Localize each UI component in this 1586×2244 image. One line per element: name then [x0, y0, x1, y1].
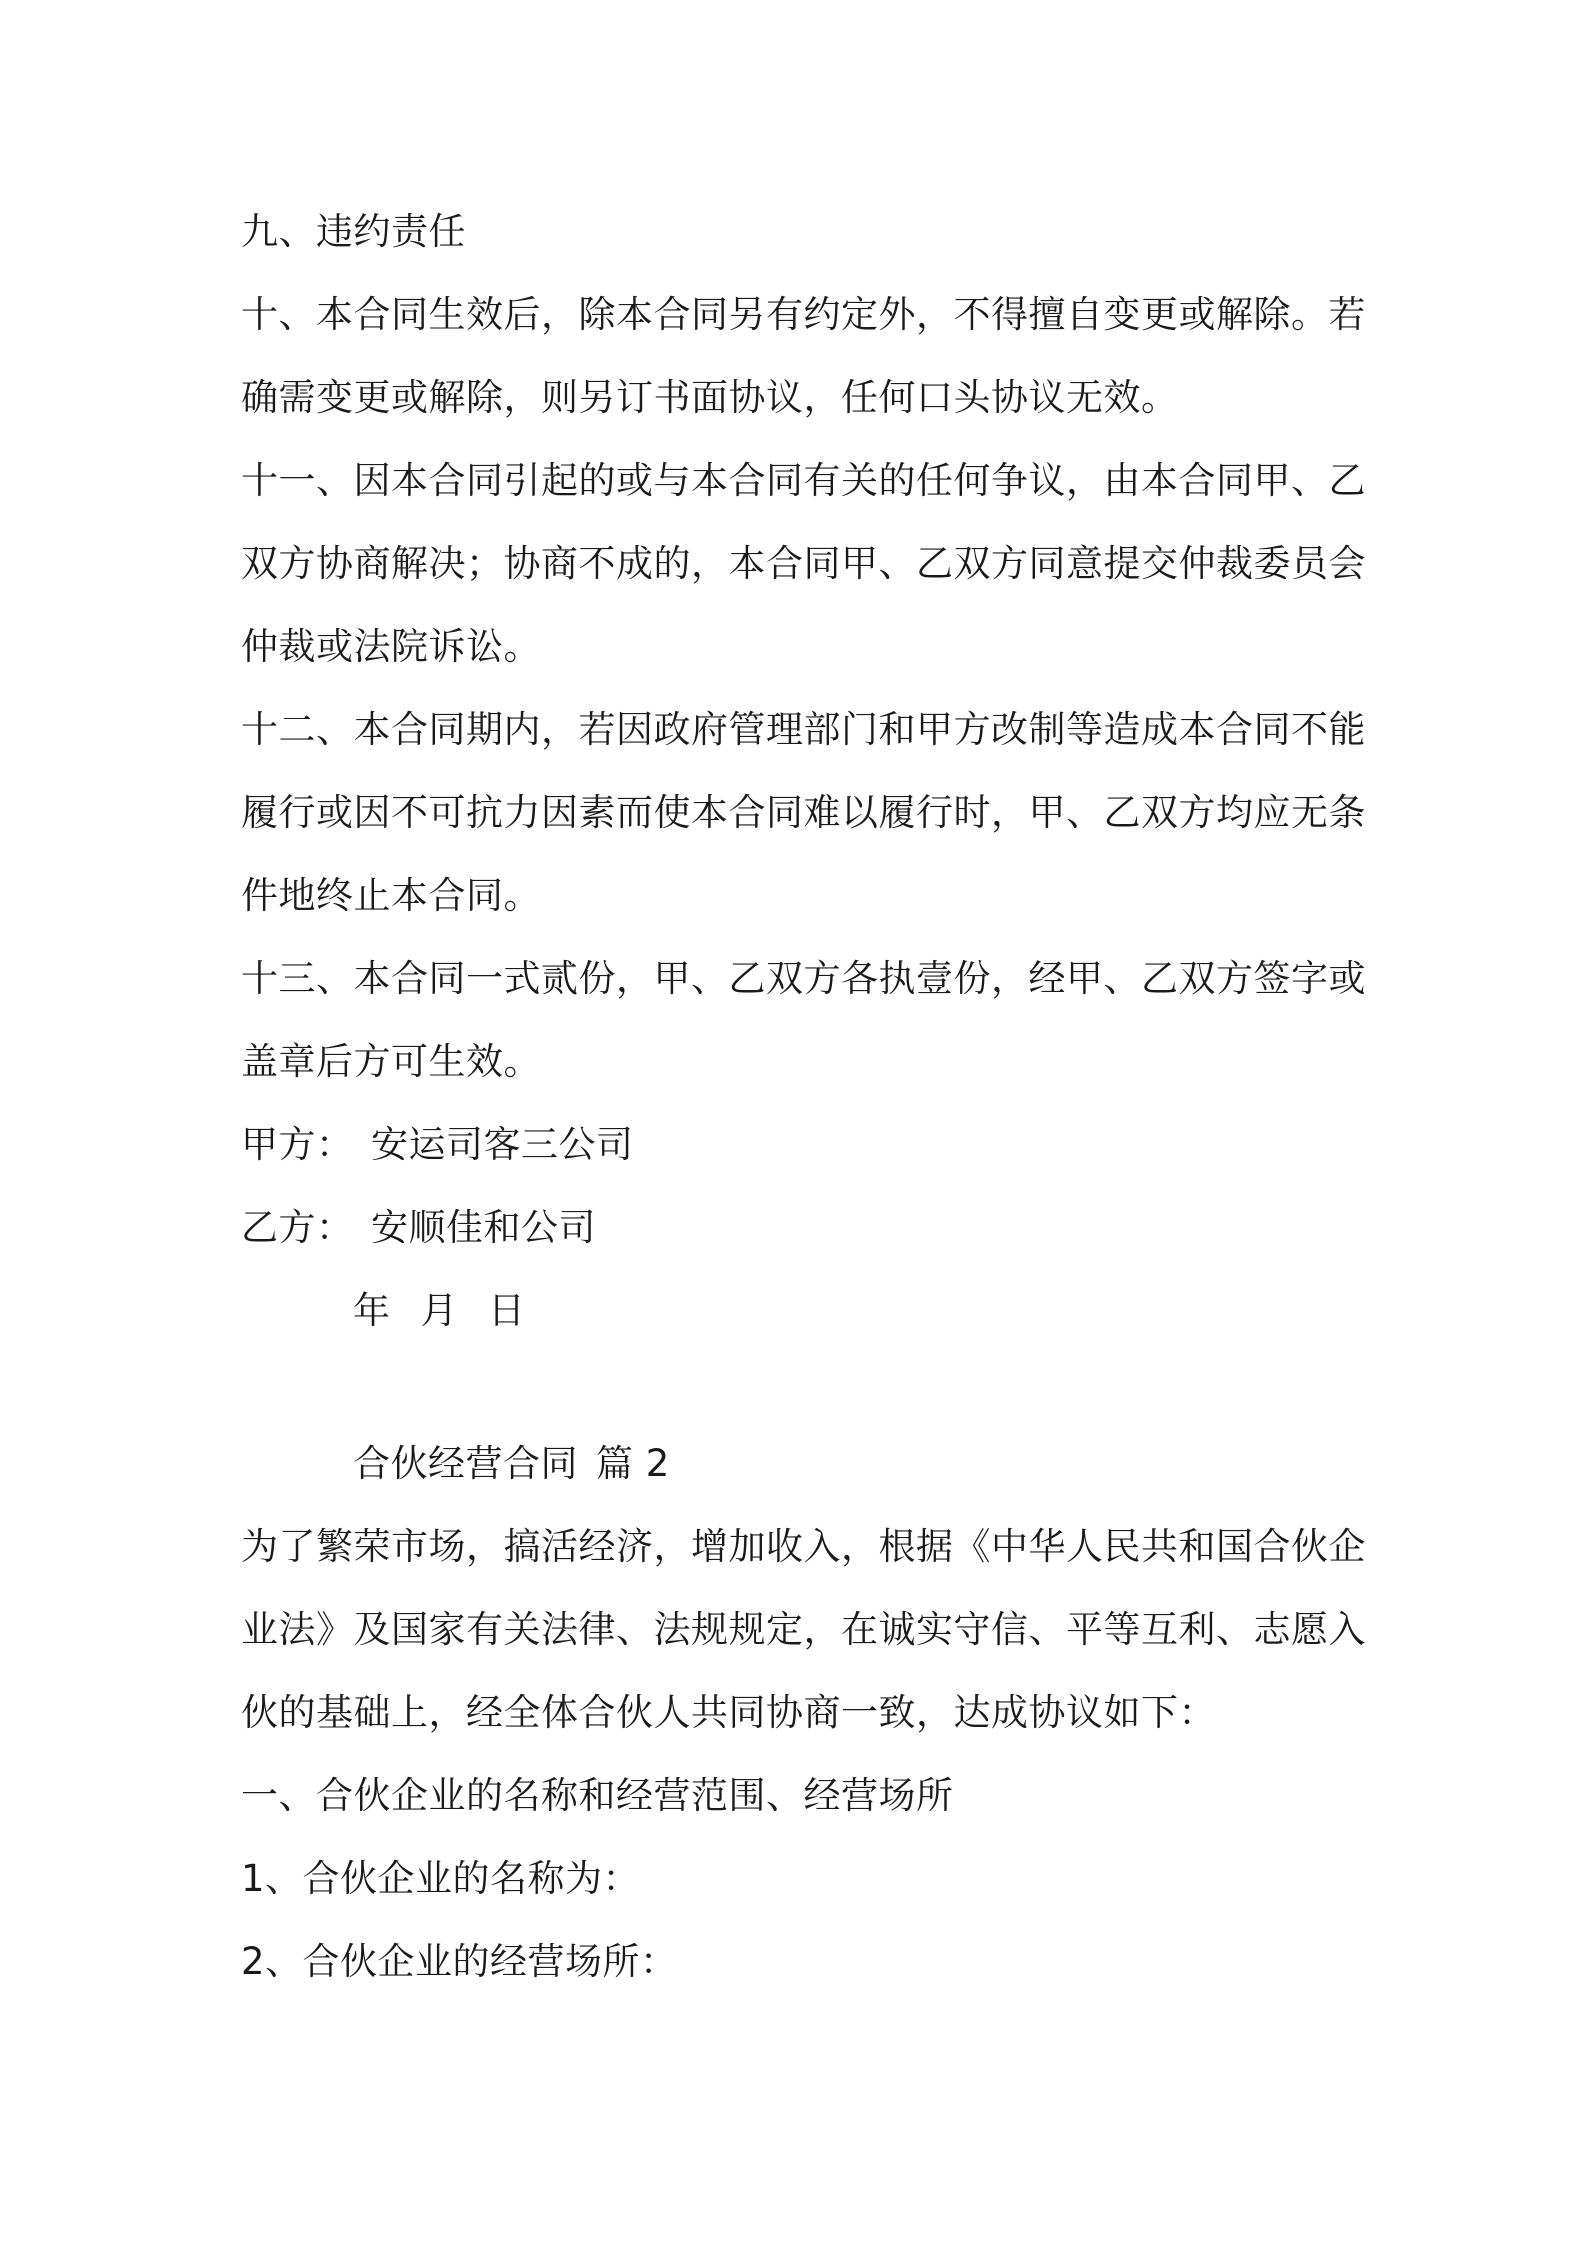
- date-month: 月: [420, 1289, 458, 1332]
- section-b-title-text: 合伙经营合同: [353, 1442, 578, 1485]
- date-year: 年: [353, 1289, 391, 1332]
- party-b-label: 乙方：: [241, 1206, 354, 1249]
- preamble-line-2: 业法》及国家有关法律、法规规定，在诚实守信、平等互利、志愿入: [241, 1608, 1366, 1651]
- clause-12-line-2: 履行或因不可抗力因素而使本合同难以履行时，甲、乙双方均应无条: [241, 791, 1366, 834]
- clause-10-line-1: 十、本合同生效后，除本合同另有约定外，不得擅自变更或解除。若: [241, 293, 1366, 336]
- party-b-name: 安顺佳和公司: [371, 1206, 596, 1249]
- party-a-name: 安运司客三公司: [371, 1123, 634, 1166]
- document-body: [241, 190, 1366, 2003]
- clause-10-line-2: 确需变更或解除，则另订书面协议，任何口头协议无效。: [241, 376, 1179, 419]
- clause-11-line-2: 双方协商解决；协商不成的，本合同甲、乙双方同意提交仲裁委员会: [241, 542, 1366, 585]
- party-a-row: [241, 1103, 1361, 1186]
- party-a-label: 甲方：: [241, 1123, 354, 1166]
- clause-11-line-3: 仲裁或法院诉讼。: [241, 625, 541, 668]
- clause-12-line-3: 件地终止本合同。: [241, 874, 541, 917]
- clause-9-heading: 九、违约责任: [241, 210, 466, 253]
- article-1-item-2: 2、合伙企业的经营场所：: [241, 1940, 678, 1983]
- section-b-title-suffix: 篇 2: [596, 1442, 670, 1485]
- preamble-line-1: 为了繁荣市场，搞活经济，增加收入，根据《中华人民共和国合伙企: [241, 1525, 1366, 1568]
- signing-date-row: [241, 1269, 1361, 1352]
- clause-13-line-1: 十三、本合同一式贰份，甲、乙双方各执壹份，经甲、乙双方签字或: [241, 957, 1366, 1000]
- article-1-item-1: 1、合伙企业的名称为：: [241, 1857, 641, 1900]
- clause-11-line-1: 十一、因本合同引起的或与本合同有关的任何争议，由本合同甲、乙: [241, 459, 1366, 502]
- preamble-line-3: 伙的基础上，经全体合伙人共同协商一致，达成协议如下：: [241, 1691, 1216, 1734]
- section-b-title: [241, 1422, 1361, 1505]
- party-b-row: [241, 1186, 1361, 1269]
- section-spacer: [241, 1352, 1361, 1422]
- article-1-heading: 一、合伙企业的名称和经营范围、经营场所: [241, 1774, 954, 1817]
- clause-12-line-1: 十二、本合同期内，若因政府管理部门和甲方改制等造成本合同不能: [241, 708, 1366, 751]
- clause-13-line-2: 盖章后方可生效。: [241, 1040, 541, 1083]
- date-day: 日: [488, 1289, 526, 1332]
